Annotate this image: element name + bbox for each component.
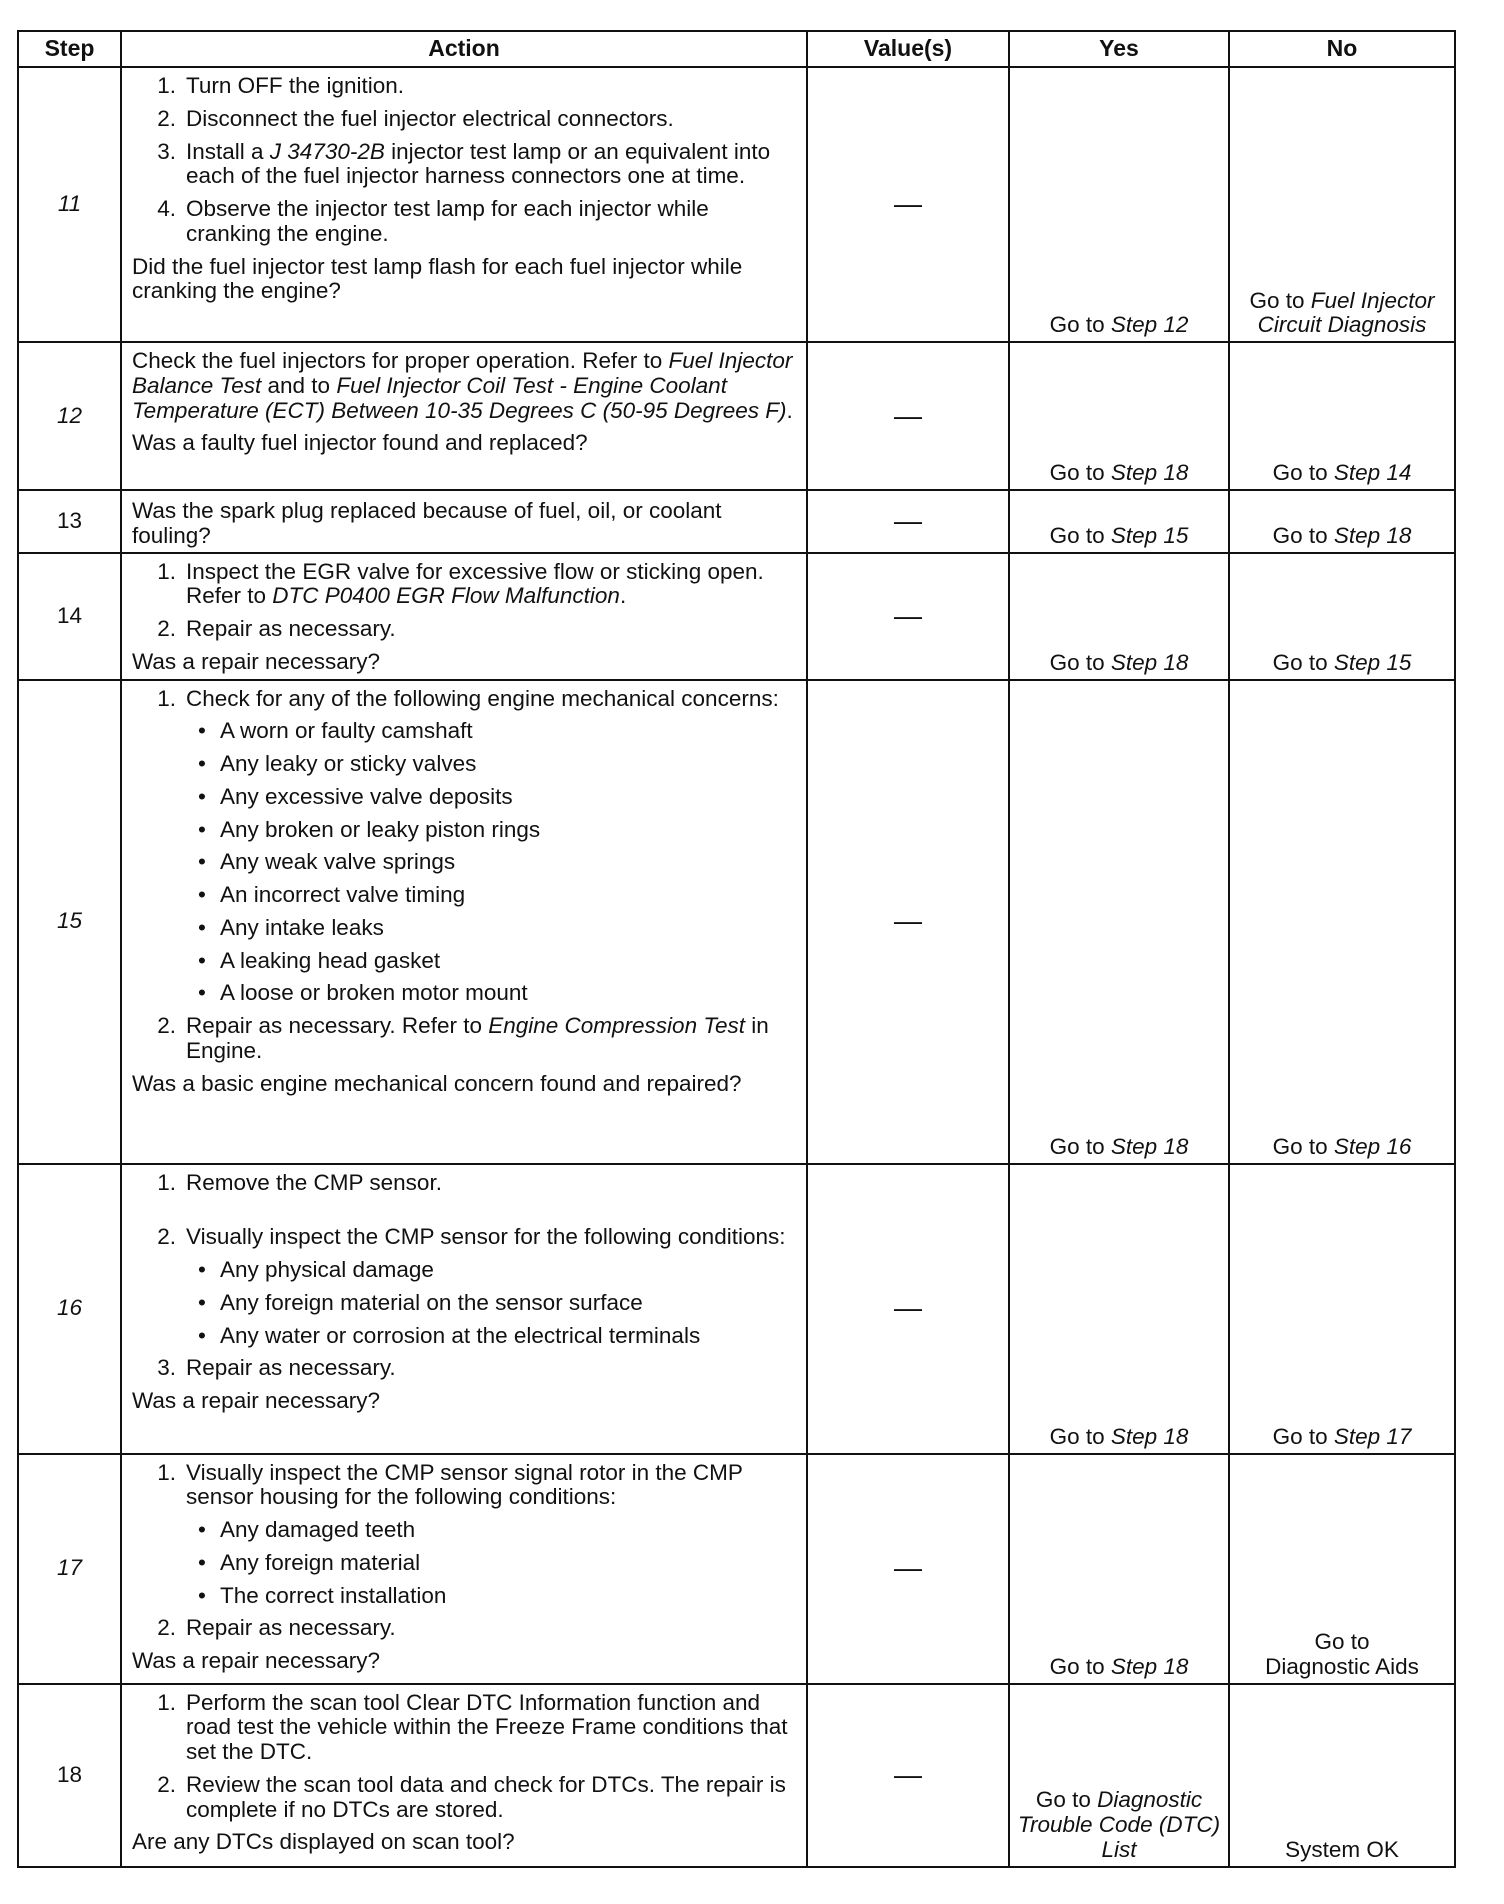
action-cell [121,1454,807,1684]
action-cell [121,1164,807,1454]
bullet-item: • A loose or broken motor mount [198,980,528,1006]
bullet-item: • Any water or corrosion at the electrical terminals [198,1322,701,1348]
table-row [18,342,1455,490]
question: Are any DTCs displayed on scan tool? [132,1829,515,1855]
table-row [18,67,1455,342]
value-cell: — [807,1164,1009,1454]
list-item: 2. Visually inspect the CMP sensor for the following conditions: [157,1224,786,1250]
question: Was a basic engine mechanical concern found and repaired? [132,1070,742,1096]
value-cell: — [807,1684,1009,1867]
table-row [18,1454,1455,1684]
list-item: 1. Inspect the EGR valve for excessive flow or sticking open. Refer to DTC P0400 EGR Flow Malfunction. [157,558,764,609]
no-cell: System OK [1229,1684,1455,1867]
question: Was a repair necessary? [132,648,381,674]
step-number: 11 [18,67,121,342]
bullet-item: • A leaking head gasket [198,947,441,973]
step-number: 12 [18,342,121,490]
step-number: 18 [18,1684,121,1867]
list-item: 1. Visually inspect the CMP sensor signal rotor in the CMP sensor housing for the following conditions: [157,1459,743,1510]
header-action: Action [121,31,807,67]
header-yes: Yes [1009,31,1229,67]
bullet-item: • An incorrect valve timing [198,882,466,907]
list-item: 4. Observe the injector test lamp for each injector while cranking the engine. [157,196,709,246]
question: Was a faulty fuel injector found and replaced? [132,430,588,456]
step-number: 17 [18,1454,121,1684]
bullet-item: • A worn or faulty camshaft [198,718,473,744]
action-cell [121,1684,807,1867]
step-number: 16 [18,1164,121,1454]
bullet-item: • Any excessive valve deposits [198,783,513,809]
value-cell: — [807,553,1009,680]
instruction: Check the fuel injectors for proper operation. Refer to Fuel Injector Balance Test and to Fuel Injector Coil Test - Engine Coolant Temperature (ECT) Between 10-35 Degrees C (50-95 Degrees F). [132,348,793,423]
no-cell: Go to Step 16 [1229,680,1455,1164]
question: Was a repair necessary? [132,1388,381,1413]
list-item: 3. Install a J 34730-2B injector test lamp or an equivalent into each of the fuel injector harness connectors one at time. [157,138,771,189]
bullet-item: • Any intake leaks [198,914,384,940]
bullet-item: • Any leaky or sticky valves [198,751,477,776]
question: Was a repair necessary? [132,1648,381,1673]
question: Did the fuel injector test lamp flash for each fuel injector while cranking the engine? [132,253,743,304]
yes-cell: Go to Step 15 [1009,490,1229,553]
list-item: 1. Turn OFF the ignition. [157,73,405,98]
yes-cell: Go to Step 18 [1009,680,1229,1164]
value-cell: — [807,680,1009,1164]
action-cell [121,342,807,490]
list-item: 1. Remove the CMP sensor. [157,1169,442,1195]
no-cell: Go to Step 14 [1229,342,1455,490]
value-cell: — [807,67,1009,342]
header-row [18,31,1455,67]
list-item: 2. Review the scan tool data and check for DTCs. The repair is complete if no DTCs are stored. [157,1771,786,1822]
bullet-item: • Any damaged teeth [198,1517,416,1542]
value-cell: — [807,490,1009,553]
yes-cell: Go to Step 18 [1009,1164,1229,1454]
table-row [18,553,1455,680]
table-row [18,1684,1455,1867]
question: Was the spark plug replaced because of fuel, oil, or coolant fouling? [132,498,722,548]
yes-cell: Go to Step 12 [1009,67,1229,342]
list-item: 2. Repair as necessary. [157,616,396,641]
table-row [18,680,1455,1164]
action-cell [121,553,807,680]
diagnostic-table [17,30,1456,1868]
yes-cell: Go to Step 18 [1009,553,1229,680]
list-item: 2. Repair as necessary. Refer to Engine Compression Test in Engine. [157,1013,769,1063]
action-cell [121,680,807,1164]
no-cell: Go to Diagnostic Aids [1229,1454,1455,1684]
action-cell [121,67,807,342]
bullet-item: • Any foreign material [198,1549,421,1575]
yes-cell: Go to Step 18 [1009,342,1229,490]
header-step: Step [18,31,121,67]
bullet-item: • Any physical damage [198,1257,434,1282]
list-item: 1. Perform the scan tool Clear DTC Information function and road test the vehicle within the Freeze Frame conditions that set the DTC. [157,1689,788,1764]
header-no: No [1229,31,1455,67]
step-number: 13 [18,490,121,553]
list-item: 2. Repair as necessary. [157,1615,396,1641]
table-row [18,1164,1455,1454]
no-cell: Go to Fuel Injector Circuit Diagnosis [1229,67,1455,342]
no-cell: Go to Step 15 [1229,553,1455,680]
bullet-item: • Any broken or leaky piston rings [198,816,541,842]
yes-cell: Go to Step 18 [1009,1454,1229,1684]
bullet-item: • Any weak valve springs [198,849,456,875]
list-item: 1. Check for any of the following engine mechanical concerns: [157,685,779,711]
list-item: 2. Disconnect the fuel injector electrical connectors. [157,105,674,131]
no-cell: Go to Step 17 [1229,1164,1455,1454]
step-number: 15 [18,680,121,1164]
value-cell: — [807,342,1009,490]
bullet-item: • The correct installation [198,1582,447,1608]
yes-cell: Go to Diagnostic Trouble Code (DTC) List [1009,1684,1229,1867]
no-cell: Go to Step 18 [1229,490,1455,553]
step-number: 14 [18,553,121,680]
table-row [18,490,1455,553]
value-cell: — [807,1454,1009,1684]
header-values: Value(s) [807,31,1009,67]
bullet-item: • Any foreign material on the sensor surface [198,1289,643,1315]
action-cell [121,490,807,553]
list-item: 3. Repair as necessary. [157,1355,396,1381]
